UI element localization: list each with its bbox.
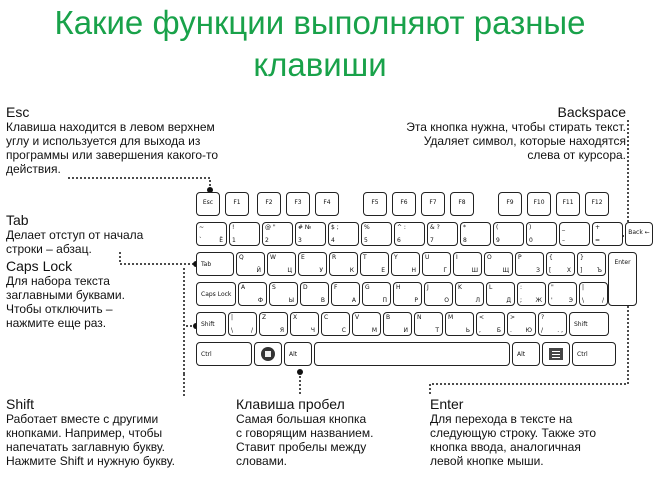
keyboard-key[interactable]: [392, 192, 416, 216]
key-label: Р: [414, 297, 418, 304]
key-label: М: [371, 327, 377, 334]
key-label: # №: [298, 224, 312, 231]
keyboard-key[interactable]: [236, 252, 265, 276]
key-label: |: [231, 314, 234, 321]
key-label: И: [403, 327, 408, 334]
page-title: Какие функции выполняют разные клавиши: [54, 4, 586, 83]
key-label: В: [320, 297, 325, 304]
key-label: J: [427, 284, 429, 291]
key-label: !: [232, 224, 235, 231]
key-label: N: [417, 314, 422, 321]
keyboard-key[interactable]: [238, 282, 267, 306]
key-label: Й: [256, 267, 261, 274]
key-label: 1: [232, 237, 236, 244]
keyboard-key[interactable]: [484, 252, 513, 276]
keyboard-key[interactable]: [254, 342, 282, 366]
tab-heading: Tab: [6, 212, 29, 228]
key-label: Е: [381, 267, 385, 274]
keyboard-key[interactable]: [548, 282, 577, 306]
space-line: словами.: [236, 454, 288, 468]
keyboard-key[interactable]: [315, 192, 339, 216]
key-label: 6: [397, 237, 401, 244]
keyboard-key[interactable]: [393, 282, 422, 306]
keyboard-key[interactable]: [321, 312, 350, 336]
shift-line: Работает вместе с другими: [6, 412, 159, 426]
key-label: F: [334, 284, 338, 291]
keyboard-key[interactable]: [453, 252, 482, 276]
esc-line: Клавиша находится в левом верхнем: [6, 120, 215, 134]
caps-line: Для набора текста: [6, 274, 110, 288]
key-label: Ж: [535, 297, 542, 304]
key-label: %: [364, 224, 370, 231]
key-label: ^ :: [397, 224, 406, 231]
space-heading: Клавиша пробел: [236, 396, 345, 412]
key-label: M: [448, 314, 454, 321]
key-label: Ф: [257, 297, 263, 304]
key-label: 2: [265, 237, 269, 244]
key-label: П: [382, 297, 387, 304]
enter-line: левой кнопке мыши.: [430, 454, 544, 468]
key-label: ,: [479, 327, 481, 334]
key-label: 9: [496, 237, 500, 244]
keyboard-key[interactable]: [328, 222, 359, 246]
key-label: Ctrl: [577, 351, 588, 358]
key-label: X: [293, 314, 298, 321]
key-label: $ ;: [331, 224, 339, 231]
keyboard-key[interactable]: [498, 192, 522, 216]
keyboard-key[interactable]: [298, 252, 327, 276]
keyboard-key[interactable]: [360, 252, 389, 276]
key-label: –: [562, 237, 565, 244]
keyboard-key[interactable]: [229, 222, 260, 246]
key-label: I: [456, 254, 458, 261]
key-label: . ,: [557, 327, 563, 334]
key-label: ": [551, 284, 554, 291]
key-label: >: [510, 314, 516, 321]
keyboard-key[interactable]: [196, 282, 236, 306]
key-label: E: [301, 254, 305, 261]
key-label: @ ": [265, 224, 276, 231]
keyboard-key[interactable]: [450, 192, 474, 216]
key-label: F7: [429, 199, 437, 206]
key-label: [: [549, 267, 552, 274]
keyboard-key[interactable]: [363, 192, 387, 216]
key-label: A: [241, 284, 246, 291]
windows-logo-icon: [261, 347, 275, 361]
key-label: /: [541, 327, 544, 334]
shift-heading: Shift: [6, 396, 35, 412]
key-label: Alt: [289, 351, 298, 358]
key-label: W: [270, 254, 276, 261]
keyboard-key[interactable]: [196, 192, 220, 216]
keyboard-key[interactable]: [608, 252, 637, 306]
keyboard-key[interactable]: [526, 222, 557, 246]
keyboard-key[interactable]: [455, 282, 484, 306]
key-label: F4: [323, 199, 331, 206]
keyboard-key[interactable]: [331, 282, 360, 306]
key-label: К: [349, 267, 354, 274]
key-label: V: [355, 314, 360, 321]
key-label: F6: [400, 199, 408, 206]
keyboard-key[interactable]: [424, 282, 453, 306]
keyboard-key[interactable]: [559, 222, 590, 246]
key-label: Back ←: [628, 229, 650, 236]
key-label: :: [520, 284, 523, 291]
keyboard-key[interactable]: [486, 282, 515, 306]
key-label: Т: [435, 327, 439, 334]
key-label: D: [303, 284, 308, 291]
key-label: Z: [262, 314, 267, 321]
keyboard-key[interactable]: [391, 252, 420, 276]
keyboard-key[interactable]: [515, 252, 544, 276]
keyboard-key[interactable]: [427, 222, 458, 246]
key-label: U: [425, 254, 430, 261]
key-label: Б: [496, 327, 501, 334]
key-label: Q: [239, 254, 244, 261]
context-menu-icon: [549, 348, 563, 360]
esc-connector: [68, 178, 210, 190]
keyboard-key[interactable]: [493, 222, 524, 246]
space-line: Самая большая кнопка: [236, 412, 367, 426]
key-label: F10: [533, 199, 545, 206]
keyboard-key[interactable]: [290, 312, 319, 336]
key-label: T: [363, 254, 367, 261]
keyboard-key[interactable]: [517, 282, 546, 306]
keyboard-key[interactable]: [362, 282, 391, 306]
keyboard-key[interactable]: [383, 312, 412, 336]
key-label: }: [580, 254, 584, 261]
key-label: F5: [371, 199, 379, 206]
key-label: Tab: [201, 261, 212, 268]
key-label: _: [562, 224, 565, 231]
key-label: /: [601, 297, 604, 304]
keyboard-key[interactable]: [577, 252, 606, 276]
key-label: \: [231, 327, 234, 334]
key-label: G: [365, 284, 370, 291]
key-label: ~: [199, 224, 205, 231]
key-label: 0: [529, 237, 533, 244]
space-dot: [297, 369, 303, 375]
enter-heading: Enter: [430, 396, 464, 412]
key-label: Н: [411, 267, 416, 274]
caps-line: заглавными буквами.: [6, 288, 125, 302]
key-label: Щ: [502, 267, 509, 274]
key-label: F8: [458, 199, 466, 206]
backspace-line: слева от курсора.: [527, 148, 626, 162]
keyboard-key[interactable]: [225, 192, 249, 216]
key-label: 8: [463, 237, 467, 244]
shift-line: напечатать заглавную букву.: [6, 440, 165, 454]
key-label: Ю: [525, 327, 532, 334]
key-label: У: [319, 267, 323, 274]
key-label: O: [487, 254, 492, 261]
key-label: <: [479, 314, 485, 321]
key-label: |: [582, 284, 585, 291]
keyboard-key[interactable]: [329, 252, 358, 276]
keyboard-key[interactable]: [352, 312, 381, 336]
esc-line: программы или завершения какого-то: [6, 148, 219, 162]
key-label: \: [582, 297, 585, 304]
key-label: C: [324, 314, 329, 321]
key-label: .: [510, 327, 512, 334]
caps-heading: Caps Lock: [6, 258, 73, 274]
key-label: Ц: [287, 267, 292, 274]
keyboard-key[interactable]: [196, 342, 252, 366]
enter-line: Для перехода в тексте на: [430, 412, 573, 426]
key-label: С: [341, 327, 346, 334]
shift-line: кнопками. Например, чтобы: [6, 426, 163, 440]
keyboard-key[interactable]: [512, 342, 540, 366]
keyboard-key[interactable]: [538, 312, 567, 336]
key-label: Ъ: [597, 267, 602, 274]
caps-line: нажмите еще раз.: [6, 316, 107, 330]
key-label: З: [536, 267, 540, 274]
key-label: =: [595, 237, 601, 244]
key-label: Shift: [574, 321, 588, 328]
esc-line: углу и используется для выхода из: [6, 134, 201, 148]
backspace-connector: [612, 120, 628, 236]
keyboard-key[interactable]: [542, 342, 570, 366]
keyboard-key[interactable]: [460, 222, 491, 246]
keyboard-key[interactable]: [284, 342, 312, 366]
space-line: Ставит пробелы между: [236, 440, 367, 454]
key-label: 7: [430, 237, 434, 244]
key-label: Д: [506, 297, 511, 304]
key-label: ?: [541, 314, 545, 321]
key-label: Ctrl: [201, 351, 212, 358]
key-label: Alt: [517, 351, 526, 358]
key-label: *: [463, 224, 466, 231]
key-label: А: [351, 297, 356, 304]
key-label: Ь: [465, 327, 470, 334]
keyboard-key[interactable]: [228, 312, 257, 336]
keyboard-key[interactable]: [262, 222, 293, 246]
key-label: Y: [394, 254, 398, 261]
key-label: О: [444, 297, 449, 304]
backspace-line: Удаляет символ, которые находятся: [423, 134, 626, 148]
keyboard-key[interactable]: [259, 312, 288, 336]
key-label: Э: [568, 297, 573, 304]
keyboard-key[interactable]: [527, 192, 551, 216]
keyboard-key[interactable]: [257, 192, 281, 216]
key-label: {: [549, 254, 553, 261]
keyboard-key[interactable]: [267, 252, 296, 276]
key-label: F1: [233, 199, 241, 206]
keyboard-key[interactable]: [569, 312, 609, 336]
keyboard-key[interactable]: [300, 282, 329, 306]
key-label: Г: [443, 267, 447, 274]
key-label: R: [332, 254, 337, 261]
keyboard-key[interactable]: [507, 312, 536, 336]
key-label: Ш: [471, 267, 478, 274]
key-label: Enter: [614, 259, 631, 266]
keyboard-key[interactable]: [361, 222, 392, 246]
keyboard-key[interactable]: [295, 222, 326, 246]
keyboard-key[interactable]: [445, 312, 474, 336]
key-label: K: [458, 284, 462, 291]
key-label: Ы: [288, 297, 294, 304]
backspace-line: Эта кнопка нужна, чтобы стирать текст.: [406, 120, 626, 134]
keyboard-key[interactable]: [585, 192, 609, 216]
key-label: Л: [475, 297, 480, 304]
keyboard-key[interactable]: [286, 192, 310, 216]
key-label: 5: [364, 237, 368, 244]
key-label: ': [551, 297, 553, 304]
enter-line: кнопка ввода, аналогичная: [430, 440, 581, 454]
key-label: F12: [591, 199, 603, 206]
keyboard-key[interactable]: [269, 282, 298, 306]
key-label: L: [489, 284, 493, 291]
esc-heading: Esc: [6, 104, 30, 120]
keyboard-key[interactable]: [421, 192, 445, 216]
keyboard-key[interactable]: [314, 342, 510, 366]
key-label: B: [386, 314, 391, 321]
key-label: & ?: [430, 224, 440, 231]
key-label: ;: [520, 297, 523, 304]
keyboard-key[interactable]: [572, 342, 616, 366]
backspace-heading: Backspace: [557, 104, 626, 120]
tab-line: Делает отступ от начала: [6, 228, 144, 242]
key-label: 4: [331, 237, 335, 244]
keyboard-key[interactable]: [556, 192, 580, 216]
enter-line: следующую строку. Также это: [430, 426, 597, 440]
key-label: `: [199, 237, 202, 244]
keyboard-key[interactable]: [196, 252, 234, 276]
key-label: F11: [562, 199, 574, 206]
key-label: Esc: [202, 199, 214, 206]
keyboard-key[interactable]: [592, 222, 623, 246]
tab-line: строки – абзац.: [6, 242, 92, 256]
key-label: Я: [279, 327, 284, 334]
key-label: ]: [580, 267, 583, 274]
keyboard-key[interactable]: [546, 252, 575, 276]
keyboard-key[interactable]: [422, 252, 451, 276]
key-label: F9: [506, 199, 514, 206]
keyboard-key[interactable]: [196, 312, 226, 336]
tab-connector: [120, 252, 196, 264]
key-label: +: [595, 224, 601, 231]
key-label: Caps Lock: [201, 291, 232, 298]
key-label: Ё: [219, 237, 223, 244]
key-label: /: [250, 327, 253, 334]
key-label: F3: [294, 199, 302, 206]
keyboard-key[interactable]: [414, 312, 443, 336]
keyboard-key[interactable]: [196, 222, 227, 246]
space-line: с говорящим названием.: [236, 426, 374, 440]
key-label: Ч: [310, 327, 315, 334]
key-label: Shift: [201, 321, 215, 328]
key-label: F2: [265, 199, 273, 206]
key-label: 3: [298, 237, 302, 244]
keyboard-key[interactable]: [394, 222, 425, 246]
caps-line: Чтобы отключить –: [6, 302, 113, 316]
shift-line: Нажмите Shift и нужную букву.: [6, 454, 175, 468]
keyboard-key[interactable]: [625, 222, 653, 246]
key-label: ): [529, 224, 532, 231]
key-label: S: [272, 284, 276, 291]
key-label: (: [496, 224, 499, 231]
key-label: H: [396, 284, 401, 291]
keyboard-key[interactable]: [476, 312, 505, 336]
key-label: Х: [566, 267, 571, 274]
key-label: P: [518, 254, 522, 261]
esc-line: действия.: [6, 162, 61, 176]
keyboard-key[interactable]: [579, 282, 608, 306]
